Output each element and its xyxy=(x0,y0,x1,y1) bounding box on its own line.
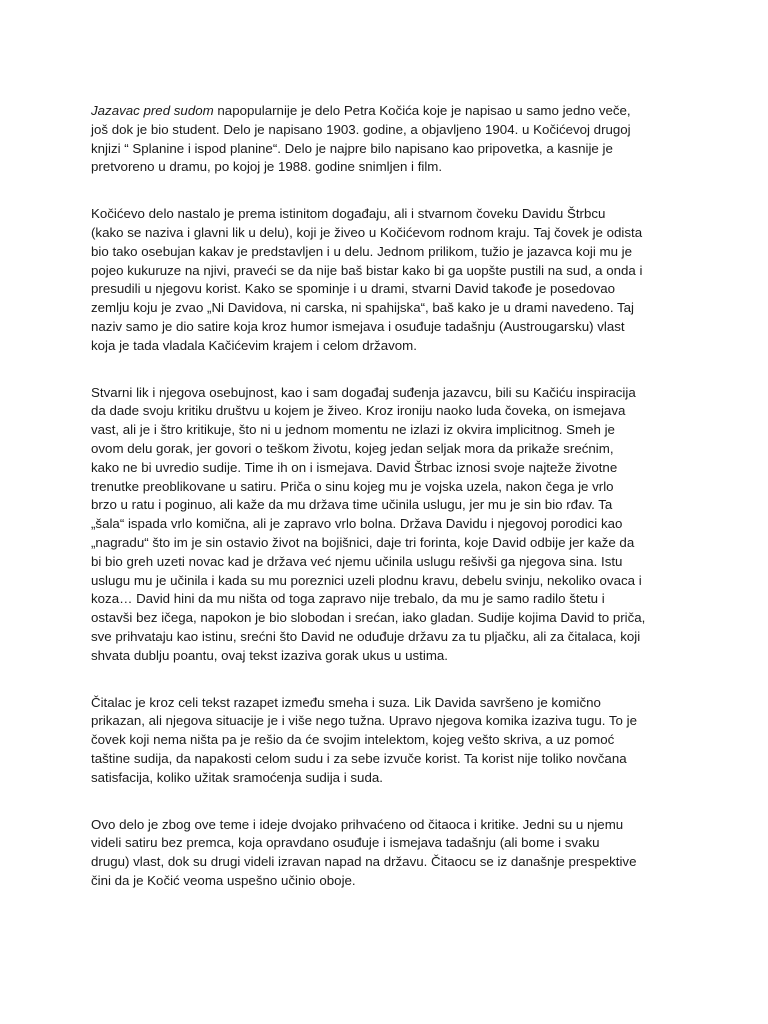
text-line: Čitalac je kroz celi tekst razapet između smeha i suza. Lik Davida savršeno je komično xyxy=(91,694,601,710)
text-line: trenutke preoblikovane u satiru. Priča o sinu kojeg mu je vojska uzela, nakon čega je vrlo xyxy=(91,478,614,494)
text-line: pretvoreno u dramu, po kojoj je 1988. godine snimljen i film. xyxy=(91,159,443,175)
text-line: bio tako osebujan kakav je predstavljen i u delu. Jednom prilikom, tužio je jazavca koji mu je xyxy=(91,243,633,259)
paragraph-origin xyxy=(91,205,691,355)
paragraph-reader xyxy=(91,694,691,788)
text-line: Ovo delo je zbog ove teme i ideje dvojako prihvaćeno od čitaoca i kritike. Jedni su u njemu xyxy=(91,816,624,832)
text-line: prikazan, ali njegova situacije je i više nego tužna. Upravo njegova komika izaziva tugu. To je xyxy=(91,713,637,729)
text-line: satisfacija, koliko užitak sramoćenja sudija i suda. xyxy=(91,769,383,785)
text-line: čovek koji nema ništa pa je rešio da će svojim intelektom, kojeg vešto skriva, a uz pomoć xyxy=(91,732,615,748)
text-line: čini da je Kočić veoma uspešno učinio oboje. xyxy=(91,872,356,888)
text-line: uslugu mu je učinila i kada su mu poreznici uzeli plodnu kravu, debelu svinju, nekoliko ovaca i xyxy=(91,572,642,588)
text-line: koja je tada vladala Kačićevim krajem i celom državom. xyxy=(91,337,417,353)
text-line: shvata dublju poantu, ovaj tekst izaziva gorak ukus u ustima. xyxy=(91,647,448,663)
text-line: naziv samo je dio satire koja kroz humor ismejava i osuđuje tadašnju (Austrougarsku) vlast xyxy=(91,318,625,334)
text-line: zemlju koju je zvao „Ni Davidova, ni carska, ni spahijska“, baš kako je u drami navedeno. Taj xyxy=(91,300,634,316)
paragraph-intro xyxy=(91,102,691,177)
text-line: videli satiru bez premca, koja opravdano osuđuje i ismejava tadašnju (ali bome i svaku xyxy=(91,835,600,851)
text-line: pojeo kukuruze na njivi, praveći se da nije baš bistar kako bi ga uopšte pustili na sud, a onda i xyxy=(91,262,643,278)
text-line: ovom delu gorak, jer govori o teškom životu, kojeg jedan seljak mora da prikaže srećnim, xyxy=(91,440,614,456)
text-line: Jazavac pred sudom napopularnije je delo Petra Kočića koje je napisao u samo jedno veče, xyxy=(91,103,631,118)
text-line: presudili u njegovu korist. Kako se spominje i u drami, stvarni David takođe je posedovao xyxy=(91,281,616,297)
text-line: ostavši bez ičega, napokon je bio slobodan i srećan, iako gladan. Sudije kojima David to priča, xyxy=(91,610,646,626)
text-line: kako ne bi uvredio sudije. Time ih on i ismejava. David Štrbac iznosi svoje najteže životne xyxy=(91,459,618,475)
text-line: Kočićevo delo nastalo je prema istinitom događaju, ali i stvarnom čoveku Davidu Štrbcu xyxy=(91,206,606,222)
text-line: još dok je bio student. Delo je napisano 1903. godine, a objavljeno 1904. u Kočićevoj drugoj xyxy=(91,121,631,137)
paragraph-reception xyxy=(91,816,691,891)
document-body xyxy=(91,102,691,919)
text-line: knjizi “ Splanine i ispod planine“. Delo je najpre bilo napisano kao pripovetka, a kasnije je xyxy=(91,140,613,156)
text-line: Stvarni lik i njegova osebujnost, kao i sam događaj suđenja jazavcu, bili su Kačiću inspiracija xyxy=(91,384,636,400)
text-line: brzo u ratu i poginuo, ali kaže da mu država time učinila uslugu, jer mu je sin bio rđav. Ta xyxy=(91,497,613,513)
text-line: sve prihvataju kao istinu, srećni što David ne oduđuje državu za tu pljačku, ali za čitalaca, koji xyxy=(91,628,641,644)
text-line: „nagradu“ što im je sin ostavio život na bojišnici, daje tri forinta, koje David odbije jer kaže da xyxy=(91,534,635,550)
text-line: koza… David hini da mu ništa od toga zapravo nije trebalo, da mu je samo radilo štetu i xyxy=(91,591,605,607)
paragraph-critique xyxy=(91,384,691,666)
work-title-italic: Jazavac pred sudom xyxy=(91,103,214,118)
text-line: vast, ali je i štro kritikuje, što ni u jednom momentu ne izlazi iz okvira implicitnog. Smeh je xyxy=(91,422,615,438)
text-line: bi bio greh uzeti novac kad je država već njemu učinila uslugu rešivši ga njegova sina. Istu xyxy=(91,553,623,569)
text-line: (kako se naziva i glavni lik u delu), koji je živeo u Kočićevom rodnom kraju. Taj čovek je odista xyxy=(91,224,643,240)
text-line: „šala“ ispada vrlo komična, ali je zapravo vrlo bolna. Država Davidu i njegovoj porodici kao xyxy=(91,516,623,532)
text-line: da dade svoju kritiku društvu u kojem je živeo. Kroz ironiju naoko luda čoveka, on ismejava xyxy=(91,403,626,419)
text-line: taštine sudija, da napakosti celom sudu i za sebe izvuče korist. Ta korist nije toliko novčana xyxy=(91,750,627,766)
text-line: drugu) vlast, dok su drugi videli izravan napad na državu. Čitaocu se iz današnje prespektive xyxy=(91,854,637,870)
